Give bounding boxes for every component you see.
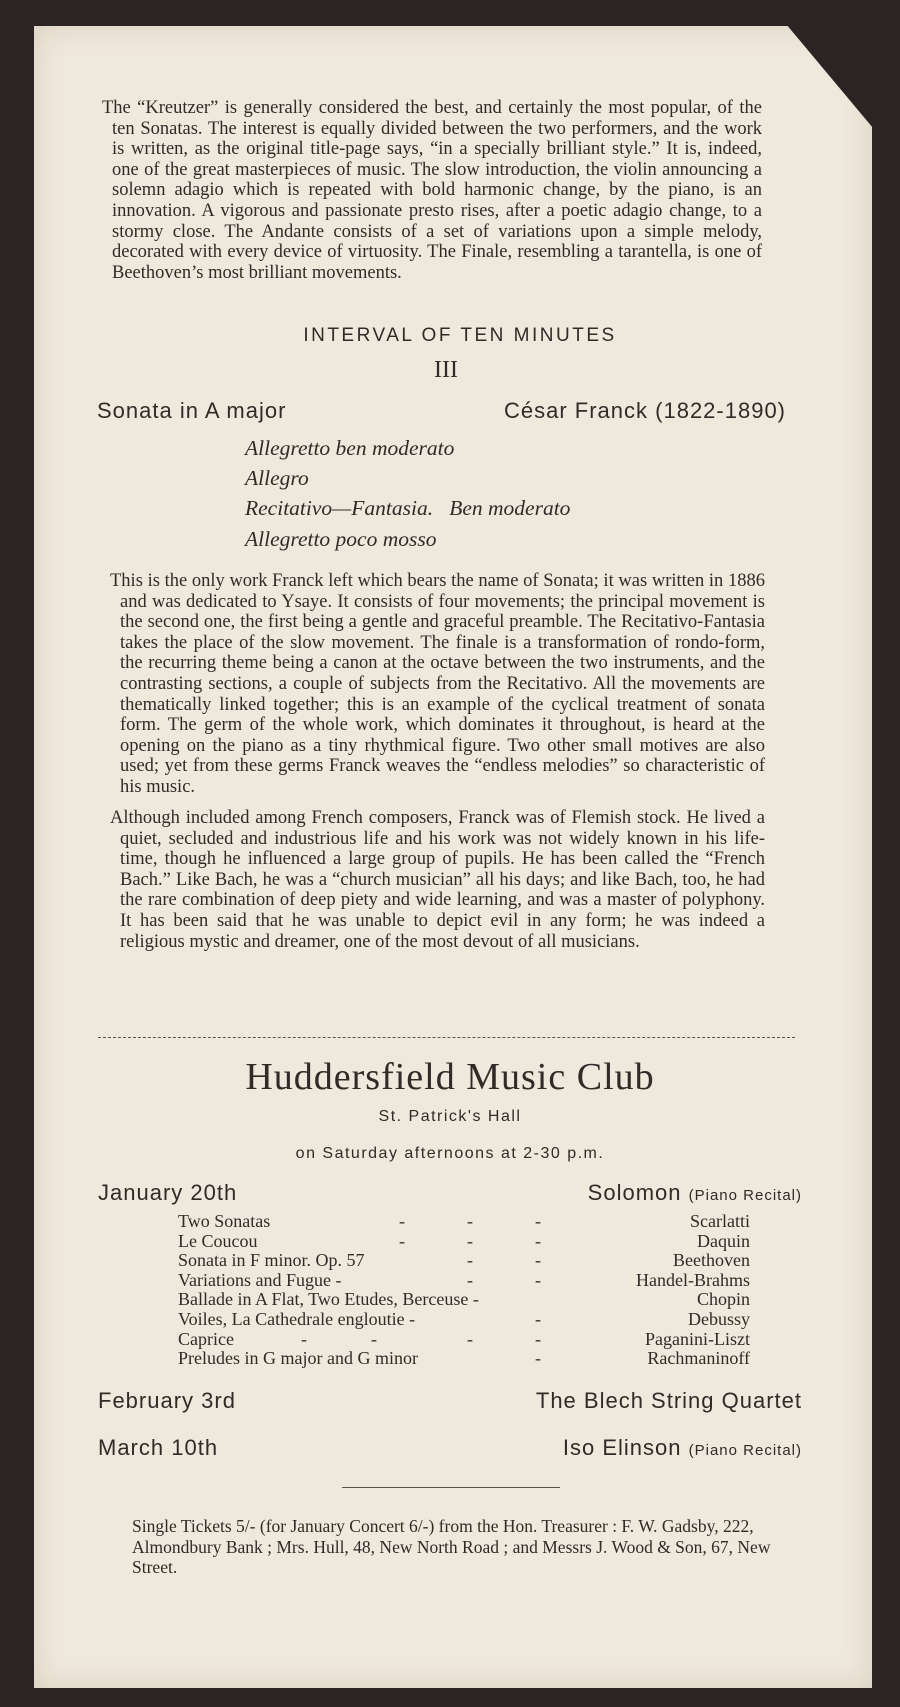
programme-composer: Chopin <box>696 1289 750 1310</box>
programme-work: Two Sonatas <box>178 1211 271 1231</box>
leader-dash: - <box>371 1328 377 1349</box>
section-divider <box>98 1037 795 1038</box>
concert-1-date: January 20th <box>98 1180 238 1205</box>
movement-2: Allegro <box>245 466 309 490</box>
franck-paragraph-2: Although included among French composers, Franck was of Flemish stock. He lived a quiet, secluded and industrious life and his work was not widely known in his life-time, though he influenced a large group of pupils. He has been called the “French Bach.” Like Bach, he was a “church musician” all his days; and like Bach, too, he had the rare combination of deep piety and wide learning, and was a master of polyphony. It has been said that he was unable to depict evil in any form; he was indeed a religious mystic and dreamer, one of the most devout of all musicians. <box>110 808 765 952</box>
kreutzer-paragraph: The “Kreutzer” is generally considered the best, and certainly the most popular, of the ten Sonatas. The interest is equally divided between the two performers, and the work is written, as the original title-page says, “in a specially brilliant style.” It is, indeed, one of the great masterpieces of music. The slow introduction, the violin announcing a solemn adagio which is repeated with bold harmonic change, by the piano, is an innovation. A vigorous and passionate presto rises, after a poetic adagio change, to a stormy close. The Andante consists of a set of variations upon a simple melody, decorated with every device of virtuosity. The Finale, resembling a tarantella, is one of Beethoven’s most brilliant movements. <box>102 98 762 283</box>
programme-row <box>178 1310 778 1330</box>
programme-composer: Daquin <box>697 1230 750 1251</box>
franck-paragraph-1: This is the only work Franck left which bears the name of Sonata; it was written in 1886 and was dedicated to Ysaye. It consists of four movements; the principal movement is the second one, the first being a gentle and graceful preamble. The Recitativo-Fantasia takes the place of the slow movement. The finale is a transformation of rondo-form, the recurring theme being a canon at the octave between the two instruments, and the contrasting sections, a couple of subjects from the Recitativo. All the movements are thematically linked together; this is an example of the cyclical treatment of sonata form. The germ of the whole work, which dominates it throughout, is heard at the opening on the piano as a tiny rhythmical figure. Two other small motives are also used; yet from these germs Franck weaves the “endless melodies” so characteristic of his music. <box>110 571 765 797</box>
programme-row <box>178 1212 778 1232</box>
programme-composer: Paganini-Liszt <box>645 1328 750 1349</box>
leader-dash: - <box>399 1230 405 1251</box>
concert-2-performer <box>536 1388 802 1414</box>
concert-1-note: (Piano Recital) <box>688 1187 802 1204</box>
leader-dash: - <box>535 1269 541 1290</box>
concert-3-name: Iso Elinson <box>562 1435 682 1460</box>
programme-work: Ballade in A Flat, Two Etudes, Berceuse - <box>178 1289 479 1310</box>
programme-row <box>178 1232 778 1252</box>
programme-work: Caprice <box>178 1328 234 1349</box>
club-name: Huddersfield Music Club <box>245 1056 655 1098</box>
concert-3-performer <box>563 1435 802 1461</box>
concert-3-date: March 10th <box>98 1435 219 1460</box>
club-schedule: on Saturday afternoons at 2-30 p.m. <box>295 1145 605 1162</box>
tickets-divider <box>342 1487 560 1488</box>
leader-dash: - <box>467 1328 473 1349</box>
leader-dash: - <box>399 1211 405 1231</box>
leader-dash: - <box>535 1230 541 1251</box>
concert-1-programme <box>178 1212 778 1369</box>
leader-dash: - <box>467 1230 473 1251</box>
leader-dash: - <box>535 1328 541 1349</box>
concert-3-note: (Piano Recital) <box>688 1442 802 1459</box>
concert-1-performer <box>588 1180 802 1206</box>
leader-dash: - <box>467 1250 473 1271</box>
movement-3: Recitativo—Fantasia. Ben moderato <box>245 496 571 520</box>
programme-work: Preludes in G major and G minor <box>178 1348 418 1369</box>
leader-dash: - <box>467 1211 473 1231</box>
programme-composer: Beethoven <box>673 1250 750 1271</box>
leader-dash: - <box>535 1211 541 1231</box>
programme-work: Le Coucou <box>178 1230 258 1251</box>
leader-dash: - <box>535 1308 541 1329</box>
concert-2-name: The Blech String Quartet <box>535 1388 802 1413</box>
programme-composer: Debussy <box>688 1308 750 1329</box>
leader-dash: - <box>301 1328 307 1349</box>
movement-1: Allegretto ben moderato <box>245 436 455 460</box>
folded-corner <box>786 24 878 134</box>
interval-heading: INTERVAL OF TEN MINUTES <box>303 325 617 346</box>
piece-composer: César Franck (1822-1890) <box>504 398 787 423</box>
concert-2-date: February 3rd <box>98 1388 236 1413</box>
movement-4: Allegretto poco mosso <box>245 527 437 551</box>
concert-1-name: Solomon <box>587 1180 682 1205</box>
piece-title: Sonata in A major <box>97 398 287 423</box>
part-numeral: III <box>434 357 458 383</box>
programme-composer: Handel-Brahms <box>636 1269 750 1290</box>
programme-row <box>178 1330 778 1350</box>
programme-row <box>178 1349 778 1369</box>
programme-work: Sonata in F minor. Op. 57 <box>178 1250 365 1271</box>
tickets-info: Single Tickets 5/- (for January Concert 6/-) from the Hon. Treasurer : F. W. Gadsby, 222, Almondbury Bank ; Mrs. Hull, 48, New North Road ; and Messrs J. Wood & Son, 67, New Street. <box>132 1516 771 1577</box>
programme-composer: Scarlatti <box>690 1211 750 1231</box>
leader-dash: - <box>467 1269 473 1290</box>
club-venue: St. Patrick's Hall <box>378 1108 522 1125</box>
programme-row <box>178 1251 778 1271</box>
programme-work: Variations and Fugue - <box>178 1269 342 1290</box>
programme-work: Voiles, La Cathedrale engloutie - <box>178 1308 416 1329</box>
programme-composer: Rachmaninoff <box>647 1348 750 1369</box>
leader-dash: - <box>535 1250 541 1271</box>
programme-row <box>178 1290 778 1310</box>
leader-dash: - <box>535 1348 541 1369</box>
programme-row <box>178 1271 778 1291</box>
